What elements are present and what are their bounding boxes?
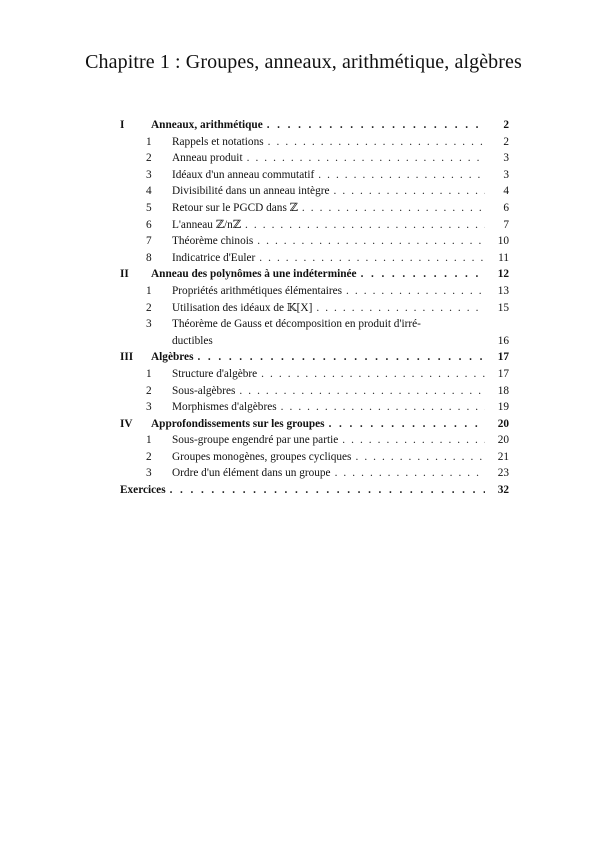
- section-label: Approfondissements sur les groupes: [151, 417, 325, 430]
- subsection-number: 4: [146, 185, 152, 198]
- subsection-page: 23: [497, 467, 509, 480]
- subsection-label: Sous-groupe engendré par une partie: [172, 434, 339, 447]
- dot-leader: [239, 383, 485, 400]
- dot-leader: [261, 366, 485, 383]
- toc-subsection[interactable]: [120, 183, 509, 200]
- subsection-label: Indicatrice d'Euler: [172, 251, 256, 264]
- subsection-page: 18: [497, 384, 509, 397]
- toc-subsection[interactable]: [120, 150, 509, 167]
- subsection-number: 1: [146, 434, 152, 447]
- section-page: 20: [497, 417, 509, 430]
- exercices-page: 32: [497, 484, 509, 497]
- dot-leader: [342, 432, 485, 449]
- subsection-label: Anneau produit: [172, 152, 243, 165]
- dot-leader: [334, 183, 486, 200]
- subsection-label: Divisibilité dans un anneau intègre: [172, 185, 330, 198]
- subsection-label: Théorème chinois: [172, 235, 254, 248]
- subsection-page: 16: [497, 334, 509, 347]
- section-label: Anneau des polynômes à une indéterminée: [151, 268, 357, 281]
- subsection-label: Structure d'algèbre: [172, 367, 258, 380]
- dot-leader: [197, 349, 485, 366]
- toc-subsection[interactable]: [120, 134, 509, 151]
- toc-exercices[interactable]: [120, 482, 509, 499]
- subsection-label: Ordre d'un élément dans un groupe: [172, 467, 331, 480]
- subsection-page: 4: [503, 185, 509, 198]
- subsection-label: Retour sur le PGCD dans ℤ: [172, 201, 298, 214]
- dot-leader: [259, 250, 485, 267]
- dot-leader: [335, 465, 485, 482]
- subsection-label: L'anneau ℤ/nℤ: [172, 218, 242, 231]
- toc-subsection[interactable]: [120, 366, 509, 383]
- toc-subsection[interactable]: [120, 449, 509, 466]
- subsection-page: 15: [497, 301, 509, 314]
- toc-subsection[interactable]: [120, 283, 509, 300]
- subsection-label: Sous-algèbres: [172, 384, 236, 397]
- dot-leader: [329, 416, 485, 433]
- subsection-number: 3: [146, 401, 152, 414]
- table-of-contents: [120, 117, 509, 499]
- toc-subsection[interactable]: [120, 300, 509, 317]
- subsection-page: 7: [503, 218, 509, 231]
- toc-subsection[interactable]: [120, 432, 509, 449]
- toc-subsection[interactable]: [120, 399, 509, 416]
- section-label: Anneaux, arithmétique: [151, 119, 263, 131]
- dot-leader: [316, 300, 485, 317]
- toc-subsection[interactable]: [120, 167, 509, 184]
- subsection-label: Propriétés arithmétiques élémentaires: [172, 284, 343, 297]
- chapter-title: Chapitre 1 : Groupes, anneaux, arithmétique, algèbres: [85, 51, 522, 73]
- section-page: 12: [497, 268, 509, 281]
- subsection-number: 5: [146, 201, 152, 214]
- subsection-number: 2: [146, 384, 152, 397]
- section-page: 17: [497, 351, 509, 364]
- subsection-label: Morphismes d'algèbres: [172, 401, 277, 414]
- dot-leader: [267, 117, 485, 134]
- subsection-page: 17: [497, 367, 509, 380]
- toc-subsection[interactable]: [120, 316, 509, 333]
- subsection-page: 6: [503, 201, 509, 214]
- toc-subsection[interactable]: [120, 217, 509, 234]
- subsection-label: Groupes monogènes, groupes cycliques: [172, 450, 352, 463]
- subsection-label-continuation: ductibles: [172, 334, 213, 347]
- dot-leader: [245, 217, 485, 234]
- toc-section[interactable]: [120, 416, 509, 433]
- section-page: 2: [503, 119, 509, 131]
- dot-leader: [268, 134, 485, 151]
- subsection-number: 1: [146, 367, 152, 380]
- subsection-label: Utilisation des idéaux de 𝕂[X]: [172, 301, 313, 314]
- dot-leader: [318, 167, 485, 184]
- subsection-page: 10: [497, 235, 509, 248]
- subsection-page: 3: [503, 168, 509, 181]
- dot-leader: [361, 266, 485, 283]
- toc-subsection[interactable]: [120, 465, 509, 482]
- dot-leader: [355, 449, 485, 466]
- dot-leader: [247, 150, 485, 167]
- section-label: Algèbres: [151, 351, 194, 364]
- subsection-number: 1: [146, 284, 152, 297]
- subsection-number: 2: [146, 301, 152, 314]
- subsection-page: 13: [497, 284, 509, 297]
- subsection-page: 2: [503, 135, 509, 148]
- dot-leader: [302, 200, 485, 217]
- subsection-number: 6: [146, 218, 152, 231]
- subsection-number: 3: [146, 318, 152, 331]
- toc-subsection-continuation[interactable]: [120, 333, 509, 350]
- toc-section[interactable]: [120, 266, 509, 283]
- subsection-page: 3: [503, 152, 509, 165]
- subsection-number: 2: [146, 152, 152, 165]
- toc-subsection[interactable]: [120, 250, 509, 267]
- section-number: I: [120, 119, 125, 131]
- dot-leader: [257, 233, 485, 250]
- toc-subsection[interactable]: [120, 200, 509, 217]
- section-number: III: [120, 351, 134, 364]
- exercices-label: Exercices: [120, 484, 166, 497]
- subsection-label: Rappels et notations: [172, 135, 264, 148]
- subsection-number: 1: [146, 135, 152, 148]
- toc-subsection[interactable]: [120, 383, 509, 400]
- section-number: II: [120, 268, 129, 281]
- subsection-number: 3: [146, 168, 152, 181]
- subsection-number: 8: [146, 251, 152, 264]
- subsection-label: Théorème de Gauss et décomposition en produit d'irré-: [172, 318, 421, 331]
- subsection-page: 20: [497, 434, 509, 447]
- subsection-number: 3: [146, 467, 152, 480]
- toc-section[interactable]: [120, 349, 509, 366]
- section-number: IV: [120, 417, 133, 430]
- subsection-page: 11: [498, 251, 509, 264]
- subsection-number: 7: [146, 235, 152, 248]
- dot-leader: [281, 399, 485, 416]
- dot-leader: [346, 283, 485, 300]
- subsection-label: Idéaux d'un anneau commutatif: [172, 168, 315, 181]
- subsection-page: 21: [497, 450, 509, 463]
- dot-leader: [170, 482, 485, 499]
- toc-subsection[interactable]: [120, 233, 509, 250]
- subsection-number: 2: [146, 450, 152, 463]
- toc-section[interactable]: [120, 117, 509, 134]
- subsection-page: 19: [497, 401, 509, 414]
